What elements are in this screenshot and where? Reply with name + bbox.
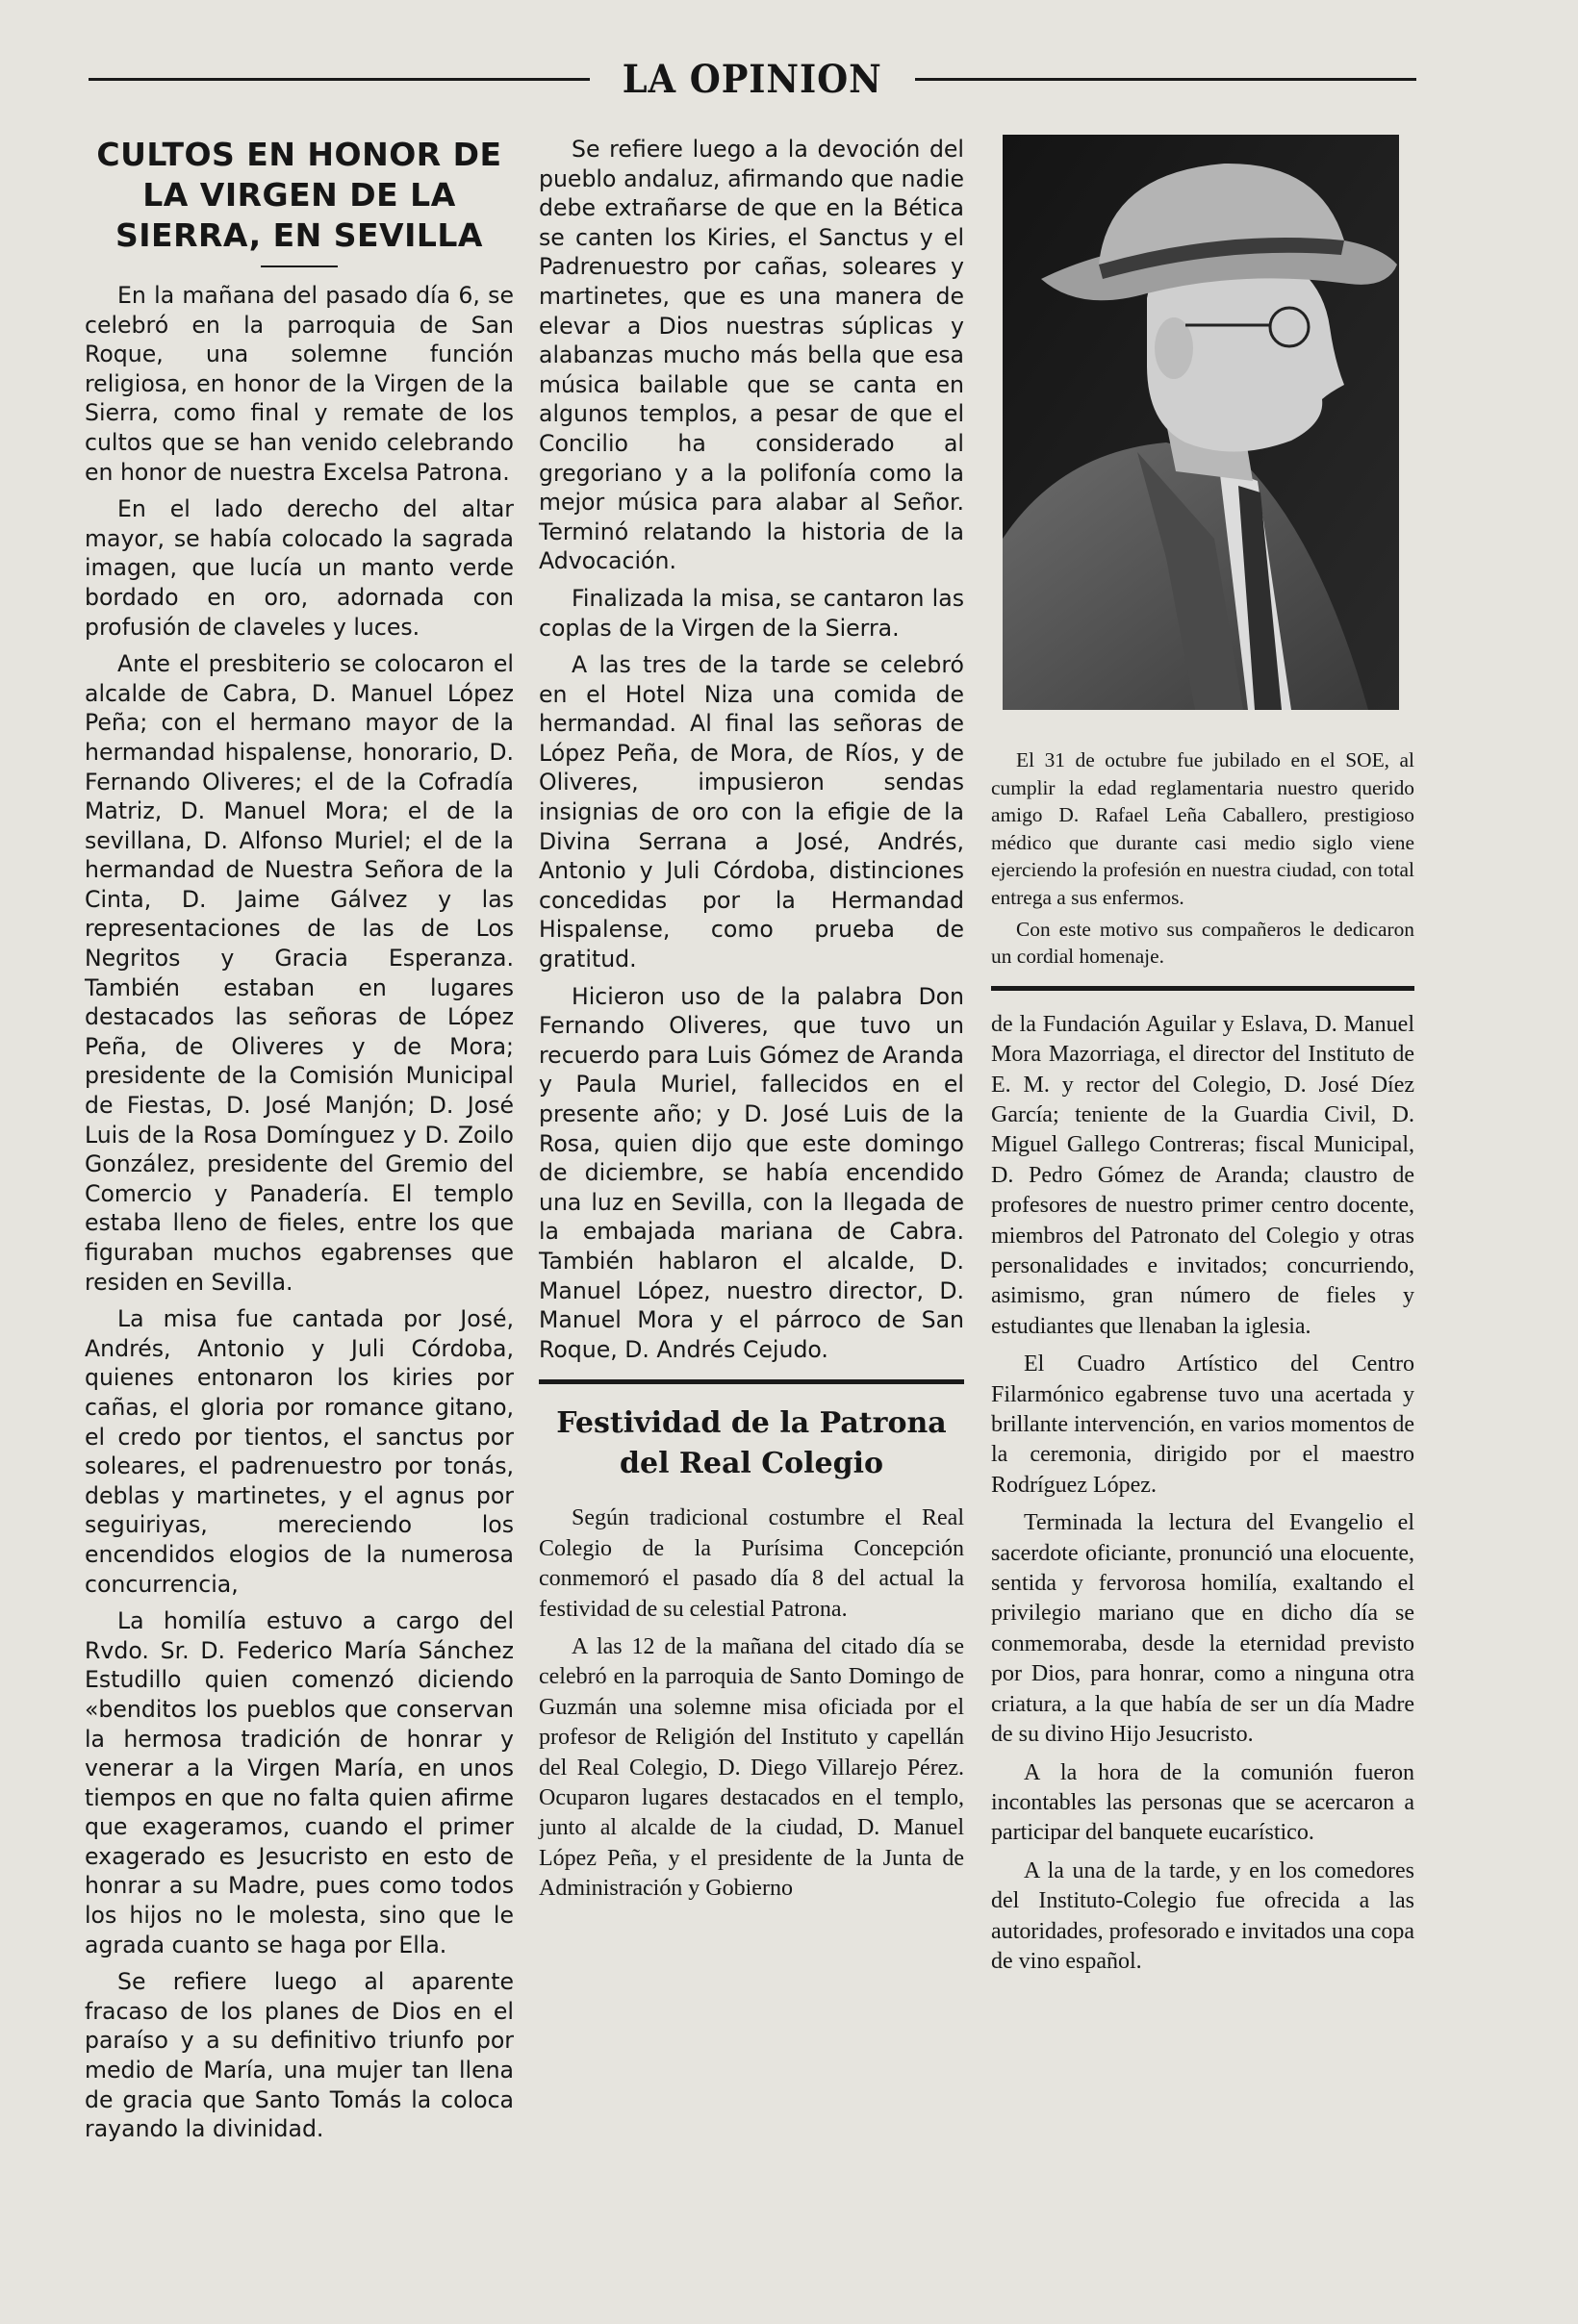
section-divider bbox=[539, 1379, 964, 1384]
masthead-right-rule bbox=[915, 78, 1416, 81]
paragraph: El Cuadro Artístico del Centro Filarmónico egabrense tuvo una acertada y brillante intervención, en varios momentos de la ceremonia, dirigido por el maestro Rodríguez López. bbox=[991, 1351, 1414, 1498]
photo-caption bbox=[991, 746, 1414, 971]
paragraph: La misa fue cantada por José, Andrés, Antonio y Juli Córdoba, quienes entonaron los kiries por cañas, el gloria por romance gitano, el credo por tientos, el sanctus por soleares, el padrenuestro por tonás, deblas y martinetes, y el agnus por seguiriyas, mereciendo los encendidos elogios de la numerosa concurrencia, bbox=[85, 1305, 514, 1598]
paragraph: La homilía estuvo a cargo del Rvdo. Sr. D. Federico María Sánchez Estudillo quien comenzó diciendo «benditos los pueblos que conservan la hermosa tradición de honrar y venerar a la Virgen María, en unos tiempos en que no falta quien afirme que exageramos, cuando el primer exagerado es Jesucristo en esto de honrar a su Madre, pues como todos los hijos no le molesta, sino que le agrada cuanto se haga por Ella. bbox=[85, 1607, 514, 1958]
headline-line: CULTOS EN HONOR DE bbox=[96, 136, 502, 173]
paragraph: A la una de la tarde, y en los comedores del Instituto-Colegio fue ofrecida a las autoridades, profesorado e invitados una copa de vino español. bbox=[991, 1857, 1414, 1974]
paragraph: A la hora de la comunión fueron incontables las personas que se acercaron a participar del banquete eucarístico. bbox=[991, 1759, 1414, 1846]
article-2-body bbox=[539, 1503, 964, 1904]
paragraph: A las 12 de la mañana del citado día se celebró en la parroquia de Santo Domingo de Guzmán una solemne misa oficiada por el profesor de Religión del Instituto y capellán del Real Colegio, D. Diego Villarejo Pérez. Ocuparon lugares destacados en el templo, junto al alcalde de la ciudad, D. Manuel López Peña, y el presidente de la Junta de Administración y Gobierno bbox=[539, 1633, 964, 1902]
headline-line: Festividad de la Patrona bbox=[556, 1406, 947, 1441]
section-divider bbox=[991, 986, 1414, 991]
paragraph: Se refiere luego a la devoción del pueblo andaluz, afirmando que nadie debe extrañarse de que en la Bética se canten los Kiries, el Sanctus y el Padrenuestro por cañas, soleares y martinetes, que es una manera de elevar a Dios nuestras súplicas y alabanzas mucho más bella que esa música bailable que se canta en algunos templos, a pesar de que el Concilio ha considerado al gregoriano y a la polifonía como la mejor música para alabar al Señor. Terminó relatando la historia de la Advocación. bbox=[539, 136, 964, 575]
paragraph: Se refiere luego al aparente fracaso de los planes de Dios en el paraíso y a su definitivo triunfo por medio de María, una mujer tan llena de gracia que Santo Tomás la coloca rayando la divinidad. bbox=[85, 1968, 514, 2143]
paragraph: Según tradicional costumbre el Real Colegio de la Purísima Concepción conmemoró el pasado día 8 del actual la festividad de su celestial Patrona. bbox=[539, 1505, 964, 1622]
article-1-headline bbox=[85, 135, 514, 256]
column-3 bbox=[991, 135, 1414, 1984]
article-2-headline bbox=[539, 1403, 964, 1484]
headline-line: LA VIRGEN DE LA bbox=[142, 176, 456, 214]
headline-line: SIERRA, EN SEVILLA bbox=[115, 216, 483, 254]
caption-paragraph: Con este motivo sus compañeros le dedicaron un cordial homenaje. bbox=[991, 917, 1414, 969]
portrait-photo bbox=[1003, 135, 1399, 710]
paragraph: Ante el presbiterio se colocaron el alcalde de Cabra, D. Manuel López Peña; con el hermano mayor de la hermandad hispalense, honorario, D. Fernando Oliveres; el de la Cofradía Matriz, D. Manuel Mora; el de la sevillana, D. Alfonso Muriel; el de la hermandad de Nuestra Señora de la Cinta, D. Jaime Gálvez y las representaciones de las de Los Negritos y Gracia Esperanza. También estaban en lugares destacados las señoras de López Peña, de Oliveres y de Mora; presidente de la Comisión Municipal de Fiestas, D. José Manjón; D. José Luis de la Rosa Domínguez y D. Zoilo González, presidente del Gremio del Comercio y Panadería. El templo estaba lleno de fieles, entre los que figuraban muchos egabrenses que residen en Sevilla. bbox=[85, 650, 514, 1296]
paragraph: En el lado derecho del altar mayor, se había colocado la sagrada imagen, que lucía un manto verde bordado en oro, adornada con profusión de claveles y luces. bbox=[85, 495, 514, 641]
article-1-body bbox=[85, 281, 514, 2144]
newspaper-title: LA OPINION bbox=[623, 56, 882, 102]
headline-line: del Real Colegio bbox=[620, 1447, 883, 1481]
column-2 bbox=[539, 135, 964, 1912]
masthead bbox=[89, 50, 1416, 108]
article-2-body-continued bbox=[991, 1010, 1414, 1978]
paragraph: Finalizada la misa, se cantaron las coplas de la Virgen de la Sierra. bbox=[539, 584, 964, 642]
paragraph: En la mañana del pasado día 6, se celebró en la parroquia de San Roque, una solemne función religiosa, en honor de la Virgen de la Sierra, como final y remate de los cultos que se han venido celebrando en honor de nuestra Excelsa Patrona. bbox=[85, 282, 514, 486]
paragraph: Terminada la lectura del Evangelio el sacerdote oficiante, pronunció una elocuente, sentida y fervorosa homilía, exaltando el privilegio mariano que en dicho día se conmemoraba, desde la eternidad previsto por Dios, para honrar, como a ninguna otra criatura, a la que había de ser un día Madre de su divino Hijo Jesucristo. bbox=[991, 1510, 1414, 1748]
column-1 bbox=[85, 135, 514, 2152]
paragraph: Hicieron uso de la palabra Don Fernando Oliveres, que tuvo un recuerdo para Luis Gómez de Aranda y Paula Muriel, fallecidos en el presente año; y D. José Luis de la Rosa, quien dijo que este domingo de diciembre, se había encendido una luz en Sevilla, con la llegada de la embajada mariana de Cabra. También hablaron el alcalde, D. Manuel López, nuestro director, D. Manuel Mora y el párroco de San Roque, D. Andrés Cejudo. bbox=[539, 982, 964, 1363]
caption-paragraph: El 31 de octubre fue jubilado en el SOE, al cumplir la edad reglamentaria nuestro querido amigo D. Rafael Leña Caballero, prestigioso médico que durante casi medio siglo viene ejerciendo la profesión en nuestra ciudad, con total entrega a sus enfermos. bbox=[991, 748, 1414, 909]
paragraph: de la Fundación Aguilar y Eslava, D. Manuel Mora Mazorriaga, el director del Instituto de E. M. y rector del Colegio, D. José Díez García; teniente de la Guardia Civil, D. Miguel Gallego Contreras; fiscal Municipal, D. Pedro Gómez de Aranda; claustro de profesores de nuestro primer centro docente, miembros del Patronato del Colegio y otras personalidades e invitados; concurriendo, asimismo, gran número de fieles y estudiantes que llenaban la iglesia. bbox=[991, 1011, 1414, 1339]
article-1-body-continued bbox=[539, 135, 964, 1364]
headline-underline bbox=[261, 265, 338, 267]
paragraph: A las tres de la tarde se celebró en el Hotel Niza una comida de hermandad. Al final las señoras de López Peña, de Mora, de Ríos, y de Oliveres, impusieron sendas insignias de oro con la efigie de la Divina Serrana a José, Andrés, Antonio y Juli Córdoba, distinciones concedidas por la Hermandad Hispalense, como prueba de gratitud. bbox=[539, 651, 964, 973]
masthead-left-rule bbox=[89, 78, 590, 81]
